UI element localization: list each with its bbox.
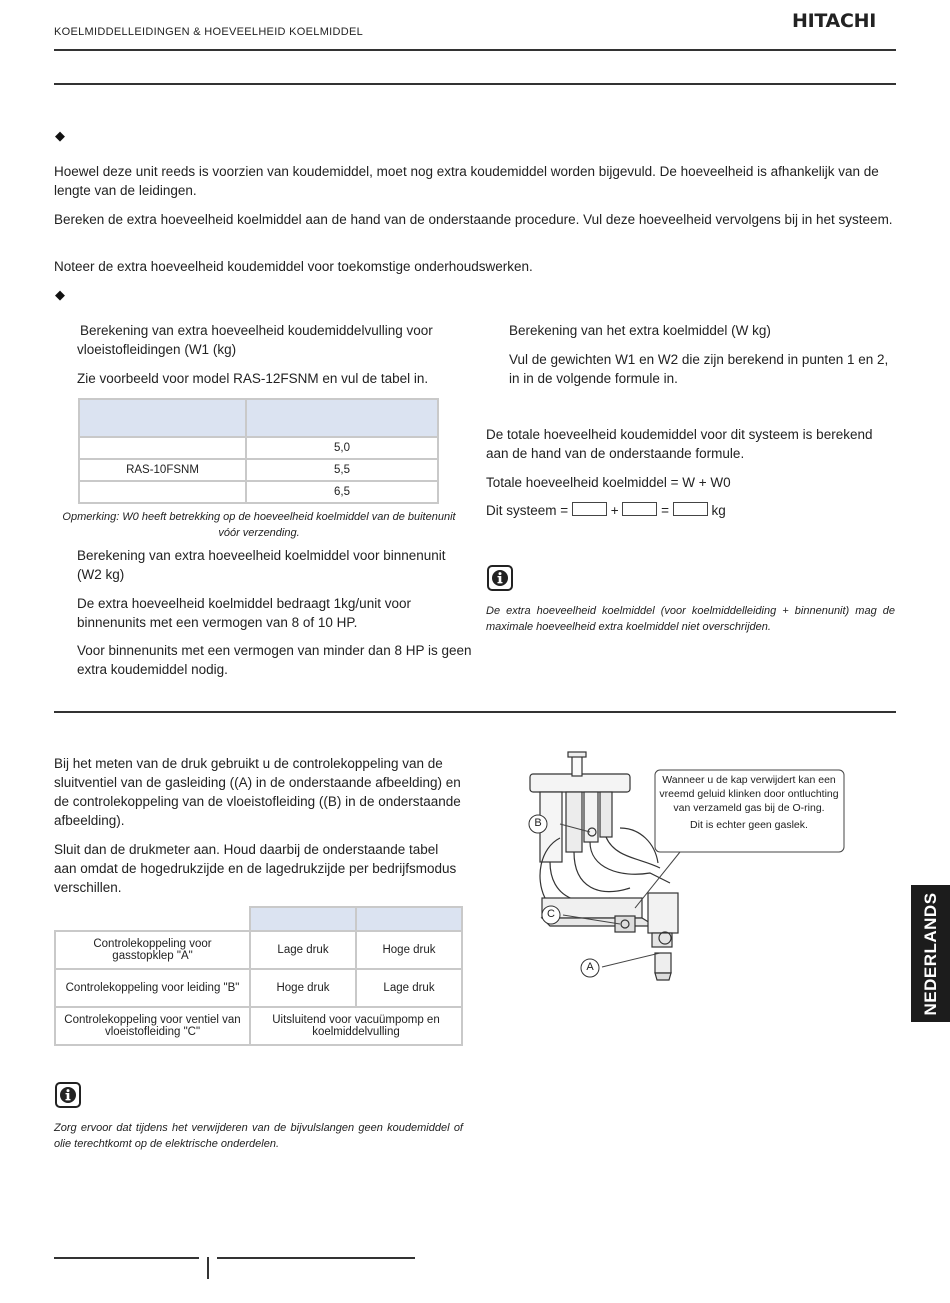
input-box — [673, 502, 708, 516]
label-a: A — [586, 961, 594, 973]
system-label: Dit systeem = — [486, 503, 569, 518]
table-cell: Hoge druk — [250, 969, 356, 1007]
pressure-table — [54, 906, 463, 1046]
label-b: B — [534, 817, 542, 829]
footer-line-right — [217, 1257, 415, 1259]
intro-paragraph-2: Bereken de extra hoeveelheid koelmiddel aan de hand van de onderstaande procedure. Vul deze hoeveelheid vervolgens bij in het systeem. — [54, 212, 893, 227]
table-row — [55, 1007, 462, 1045]
table-cell: Controlekoppeling voor gasstopklep "A" — [55, 931, 250, 969]
table-cell — [79, 437, 246, 459]
language-side-tab — [911, 885, 950, 1022]
table-cell: 6,5 — [246, 481, 438, 503]
table-row — [79, 437, 438, 459]
equals-sign: = — [661, 503, 669, 518]
header-title: KOELMIDDELLEIDINGEN & HOEVEELHEID KOELMIDDEL — [54, 26, 364, 38]
section-rule-2 — [54, 711, 896, 713]
calc2-paragraph-1: De extra hoeveelheid koelmiddel bedraagt 1kg/unit voor binnenunits met een vermogen van 8 of 10 HP. — [77, 596, 411, 630]
table-row — [79, 481, 438, 503]
footer-divider — [207, 1257, 209, 1279]
language-label: NEDERLANDS — [920, 891, 940, 1016]
total-text: De totale hoeveelheid koudemiddel voor dit systeem is berekend aan de hand van de onderstaande formule. — [486, 427, 873, 461]
table-cell: RAS-10FSNM — [79, 459, 246, 481]
callout-paragraph-1: Wanneer u de kap verwijdert kan een vreemd geluid klinken door ontluchting van verzameld gas bij de O-ring. — [659, 774, 839, 814]
label-c: C — [547, 908, 555, 920]
input-box — [572, 502, 607, 516]
total-formula: Totale hoeveelheid koelmiddel = W + W0 — [486, 475, 731, 490]
plus-sign: + — [610, 503, 619, 518]
footer-line-left — [54, 1257, 199, 1259]
info-icon — [55, 1082, 81, 1108]
calc3-text: Vul de gewichten W1 en W2 die zijn berekend in punten 1 en 2, in in de volgende formule in. — [509, 352, 889, 386]
calc1-text: Zie voorbeeld voor model RAS-12FSNM en vul de tabel in. — [77, 371, 429, 386]
table-cell: Lage druk — [250, 931, 356, 969]
table-cell: Controlekoppeling voor leiding "B" — [55, 969, 250, 1007]
table-header-cell — [356, 907, 462, 931]
table-cell: Controlekoppeling voor ventiel van vloeistofleiding "C" — [55, 1007, 250, 1045]
w0-note: Opmerking: W0 heeft betrekking op de hoeveelheid koelmiddel van de buitenunit vóór verzending. — [62, 511, 456, 539]
table-header-cell — [79, 399, 246, 437]
w0-table — [78, 398, 439, 504]
callout-text — [658, 773, 840, 832]
bullet-diamond: ◆ — [55, 128, 65, 143]
info-note-refrigerant: De extra hoeveelheid koelmiddel (voor koelmiddelleiding + binnenunit) mag de maximale hoeveelheid extra koelmiddel niet overschrijden. — [486, 605, 895, 633]
pressure-paragraph-2: Sluit dan de drukmeter aan. Houd daarbij de onderstaande tabel aan omdat de hogedrukzijde en de lagedrukzijde per bedrijfsmodus verschillen. — [54, 842, 457, 895]
intro-paragraph-1: Hoewel deze unit reeds is voorzien van koudemiddel, moet nog extra koudemiddel worden bijgevuld. De hoeveelheid is afhankelijk van de lengte van de leidingen. — [54, 164, 879, 198]
hitachi-logo: HITACHI — [792, 10, 876, 32]
calc3-title: Berekening van het extra koelmiddel (W kg) — [509, 323, 771, 338]
table-row — [55, 931, 462, 969]
table-header-cell — [250, 907, 356, 931]
bullet-diamond: ◆ — [55, 287, 65, 302]
calc2-title: Berekening van extra hoeveelheid koelmiddel voor binnenunit (W2 kg) — [77, 548, 446, 582]
intro-paragraph-3: Noteer de extra hoeveelheid koudemiddel voor toekomstige onderhoudswerken. — [54, 259, 533, 274]
info-note-hoses: Zorg ervoor dat tijdens het verwijderen van de bijvulslangen geen koudemiddel of olie terechtkomt op de elektrische onderdelen. — [54, 1122, 463, 1150]
header-rule — [54, 49, 896, 51]
table-cell: Hoge druk — [356, 931, 462, 969]
calc1-title: Berekening van extra hoeveelheid koudemiddelvulling voor vloeistofleidingen (W1 (kg) — [77, 323, 433, 357]
table-cell: Uitsluitend voor vacuümpomp en koelmiddelvulling — [250, 1007, 462, 1045]
table-row — [79, 459, 438, 481]
section-rule-1 — [54, 83, 896, 85]
input-box — [622, 502, 657, 516]
table-header-cell — [246, 399, 438, 437]
table-cell: 5,5 — [246, 459, 438, 481]
pressure-paragraph-1: Bij het meten van de druk gebruikt u de controlekoppeling van de sluitventiel van de gasleiding ((A) in de onderstaande afbeelding) en de controlekoppeling van de vloeistofleiding ((B) in de onderstaande afbeelding). — [54, 756, 461, 828]
calc2-paragraph-2: Voor binnenunits met een vermogen van minder dan 8 HP is geen extra koudemiddel nodig. — [77, 643, 472, 677]
table-cell: Lage druk — [356, 969, 462, 1007]
table-cell: 5,0 — [246, 437, 438, 459]
table-row — [55, 969, 462, 1007]
info-icon — [487, 565, 513, 591]
system-formula — [486, 501, 886, 520]
callout-paragraph-2: Dit is echter geen gaslek. — [690, 819, 808, 831]
unit-label: kg — [711, 503, 726, 518]
table-cell — [79, 481, 246, 503]
